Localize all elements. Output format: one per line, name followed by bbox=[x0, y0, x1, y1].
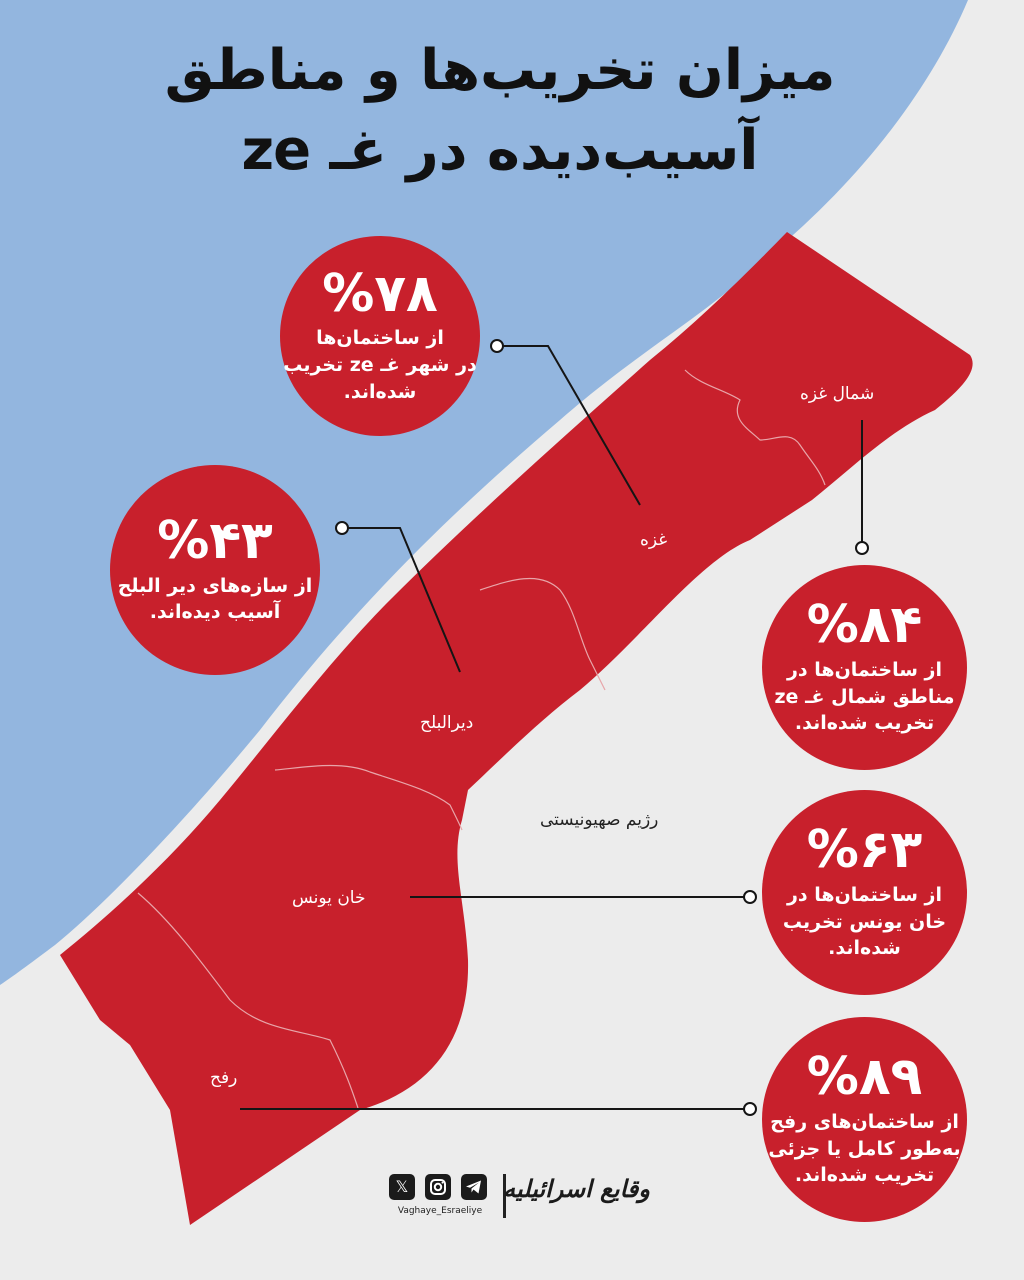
stat-percent: %۸۴ bbox=[806, 595, 923, 656]
stat-percent: %۶۳ bbox=[806, 820, 923, 881]
title-line-2: آسیب‌دیده در غـ ze bbox=[241, 118, 759, 183]
leader-dot-rafah bbox=[744, 1103, 756, 1115]
brand-logo: وقایع اسرائیلیه bbox=[503, 1174, 650, 1203]
stat-description: از سازه‌های دیر البلح آسیب دیده‌اند. bbox=[117, 574, 313, 624]
region-label-north-gaza: شمال غزه bbox=[800, 384, 875, 404]
leader-dot-gaza bbox=[491, 340, 503, 352]
x-icon[interactable]: 𝕏 bbox=[389, 1174, 415, 1200]
stat-description: از ساختمان‌ها در خان یونس تخریب شده‌اند. bbox=[782, 883, 947, 960]
leader-dot-north bbox=[856, 542, 868, 554]
stat-circle-khan-younis bbox=[762, 790, 967, 995]
stat-circle-deir-al-balah bbox=[110, 465, 320, 675]
leader-dot-khan bbox=[744, 891, 756, 903]
stat-circle-rafah bbox=[762, 1017, 967, 1222]
stat-description: از ساختمان‌های رفح به‌طور کامل یا جزئی تخریب شده‌اند. bbox=[768, 1110, 961, 1187]
footer bbox=[385, 1170, 665, 1230]
stat-percent: %۴۳ bbox=[157, 511, 273, 572]
telegram-icon[interactable] bbox=[461, 1174, 487, 1200]
region-label-gaza: غزه bbox=[640, 530, 668, 550]
stat-description: از ساختمان‌ها در مناطق شمال غـ ze تخریب شده‌اند. bbox=[774, 658, 955, 735]
stat-percent: %۸۹ bbox=[806, 1047, 923, 1108]
stat-circle-gaza-city bbox=[280, 236, 480, 436]
region-label-rafah: رفح bbox=[210, 1068, 238, 1088]
stat-percent: %۷۸ bbox=[322, 263, 438, 324]
instagram-icon[interactable] bbox=[425, 1174, 451, 1200]
title-line-1: میزان تخریب‌ها و مناطق bbox=[164, 38, 836, 103]
stat-description: از ساختمان‌ها در شهر غـ ze تخریب شده‌اند. bbox=[283, 327, 477, 403]
leader-dot-deir bbox=[336, 522, 348, 534]
stat-circle-north-gaza bbox=[762, 565, 967, 770]
occupied-territory-label: رژیم صهیونیستی bbox=[540, 810, 659, 830]
footer-handle: Vaghaye_Esraeliye bbox=[397, 1206, 483, 1216]
region-label-khan-younis: خان یونس bbox=[292, 888, 366, 908]
region-label-deir-al-balah: دیرالبلح bbox=[420, 713, 474, 733]
